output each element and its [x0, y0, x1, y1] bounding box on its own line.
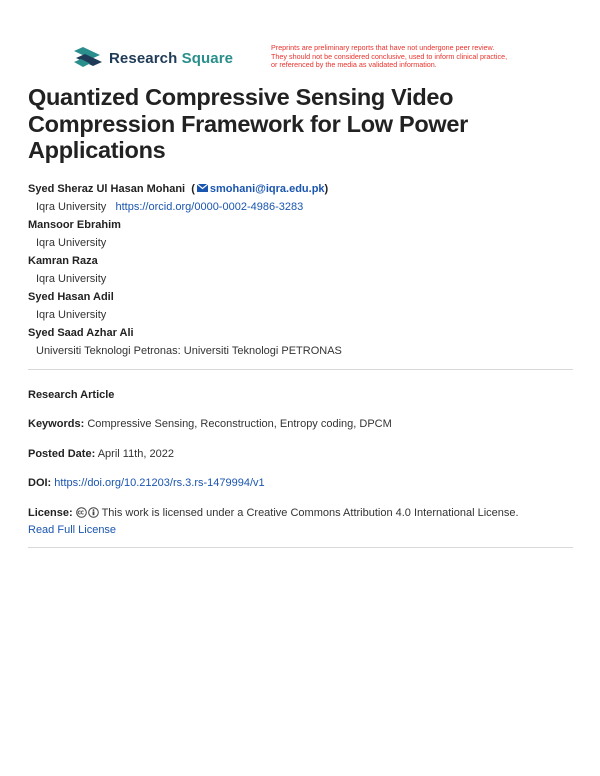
- posted-date-value: April 11th, 2022: [97, 448, 174, 460]
- article-type: [28, 387, 573, 404]
- logo-word-research: Research: [109, 49, 178, 67]
- author-name: Syed Saad Azhar Ali: [28, 327, 134, 339]
- author-email-link[interactable]: smohani@iqra.edu.pk: [209, 183, 325, 195]
- affiliation-text: Iqra University: [36, 201, 107, 213]
- article-type-label: Research Article: [28, 389, 115, 401]
- divider: [28, 547, 573, 548]
- posted-date-row: [28, 446, 573, 463]
- preprint-notice: [271, 44, 541, 70]
- author-affiliation: Universiti Teknologi Petronas: Universiti Teknologi PETRONAS: [36, 345, 342, 357]
- creative-commons-icon: [76, 507, 87, 518]
- logo-text: [109, 50, 233, 67]
- author-name: Kamran Raza: [28, 255, 98, 267]
- doi-row: [28, 475, 573, 492]
- keywords-value: Compressive Sensing, Reconstruction, Entropy coding, DPCM: [87, 418, 392, 430]
- notice-line: They should not be considered conclusive, used to inform clinical practice,: [271, 51, 508, 61]
- keywords-label: Keywords:: [28, 418, 85, 430]
- license-text: This work is licensed under a Creative Commons Attribution 4.0 International License.: [101, 507, 519, 519]
- keywords-row: [28, 416, 573, 433]
- author-affiliation: Iqra University: [36, 237, 107, 249]
- orcid-link[interactable]: https://orcid.org/0000-0002-4986-3283: [115, 201, 304, 213]
- envelope-icon: [197, 184, 208, 192]
- attribution-icon: [88, 507, 99, 518]
- notice-line: or referenced by the media as validated information.: [271, 60, 437, 70]
- read-full-license-link[interactable]: Read Full License: [28, 524, 117, 536]
- license-row: [28, 505, 573, 539]
- posted-date-label: Posted Date:: [28, 448, 96, 460]
- author-name-text: Syed Sheraz Ul Hasan Mohani: [28, 183, 186, 195]
- divider: [28, 369, 573, 370]
- author-name: Syed Hasan Adil: [28, 291, 114, 303]
- license-label: License:: [28, 507, 73, 519]
- research-square-logo[interactable]: [74, 47, 233, 69]
- header: [74, 44, 554, 76]
- author-name: Mansoor Ebrahim: [28, 219, 121, 231]
- doi-link[interactable]: https://doi.org/10.21203/rs.3.rs-1479994/v1: [54, 477, 265, 489]
- doi-label: DOI:: [28, 477, 52, 489]
- logo-word-square: Square: [181, 49, 234, 67]
- notice-line: Preprints are preliminary reports that have not undergone peer review.: [271, 43, 495, 52]
- author-list: [28, 180, 573, 360]
- cc-by-icons: [76, 507, 99, 518]
- author-affiliation: Iqra University: [36, 273, 107, 285]
- author-name: Syed Sheraz Ul Hasan Mohani ( smohani@iqra.edu.pk): [28, 183, 329, 195]
- author-affiliation: Iqra University: [36, 309, 107, 321]
- research-square-logo-icon: [74, 47, 102, 69]
- author-affiliation: [28, 198, 573, 216]
- paper-title: Quantized Compressive Sensing Video Compression Framework for Low Power Applications: [28, 84, 469, 163]
